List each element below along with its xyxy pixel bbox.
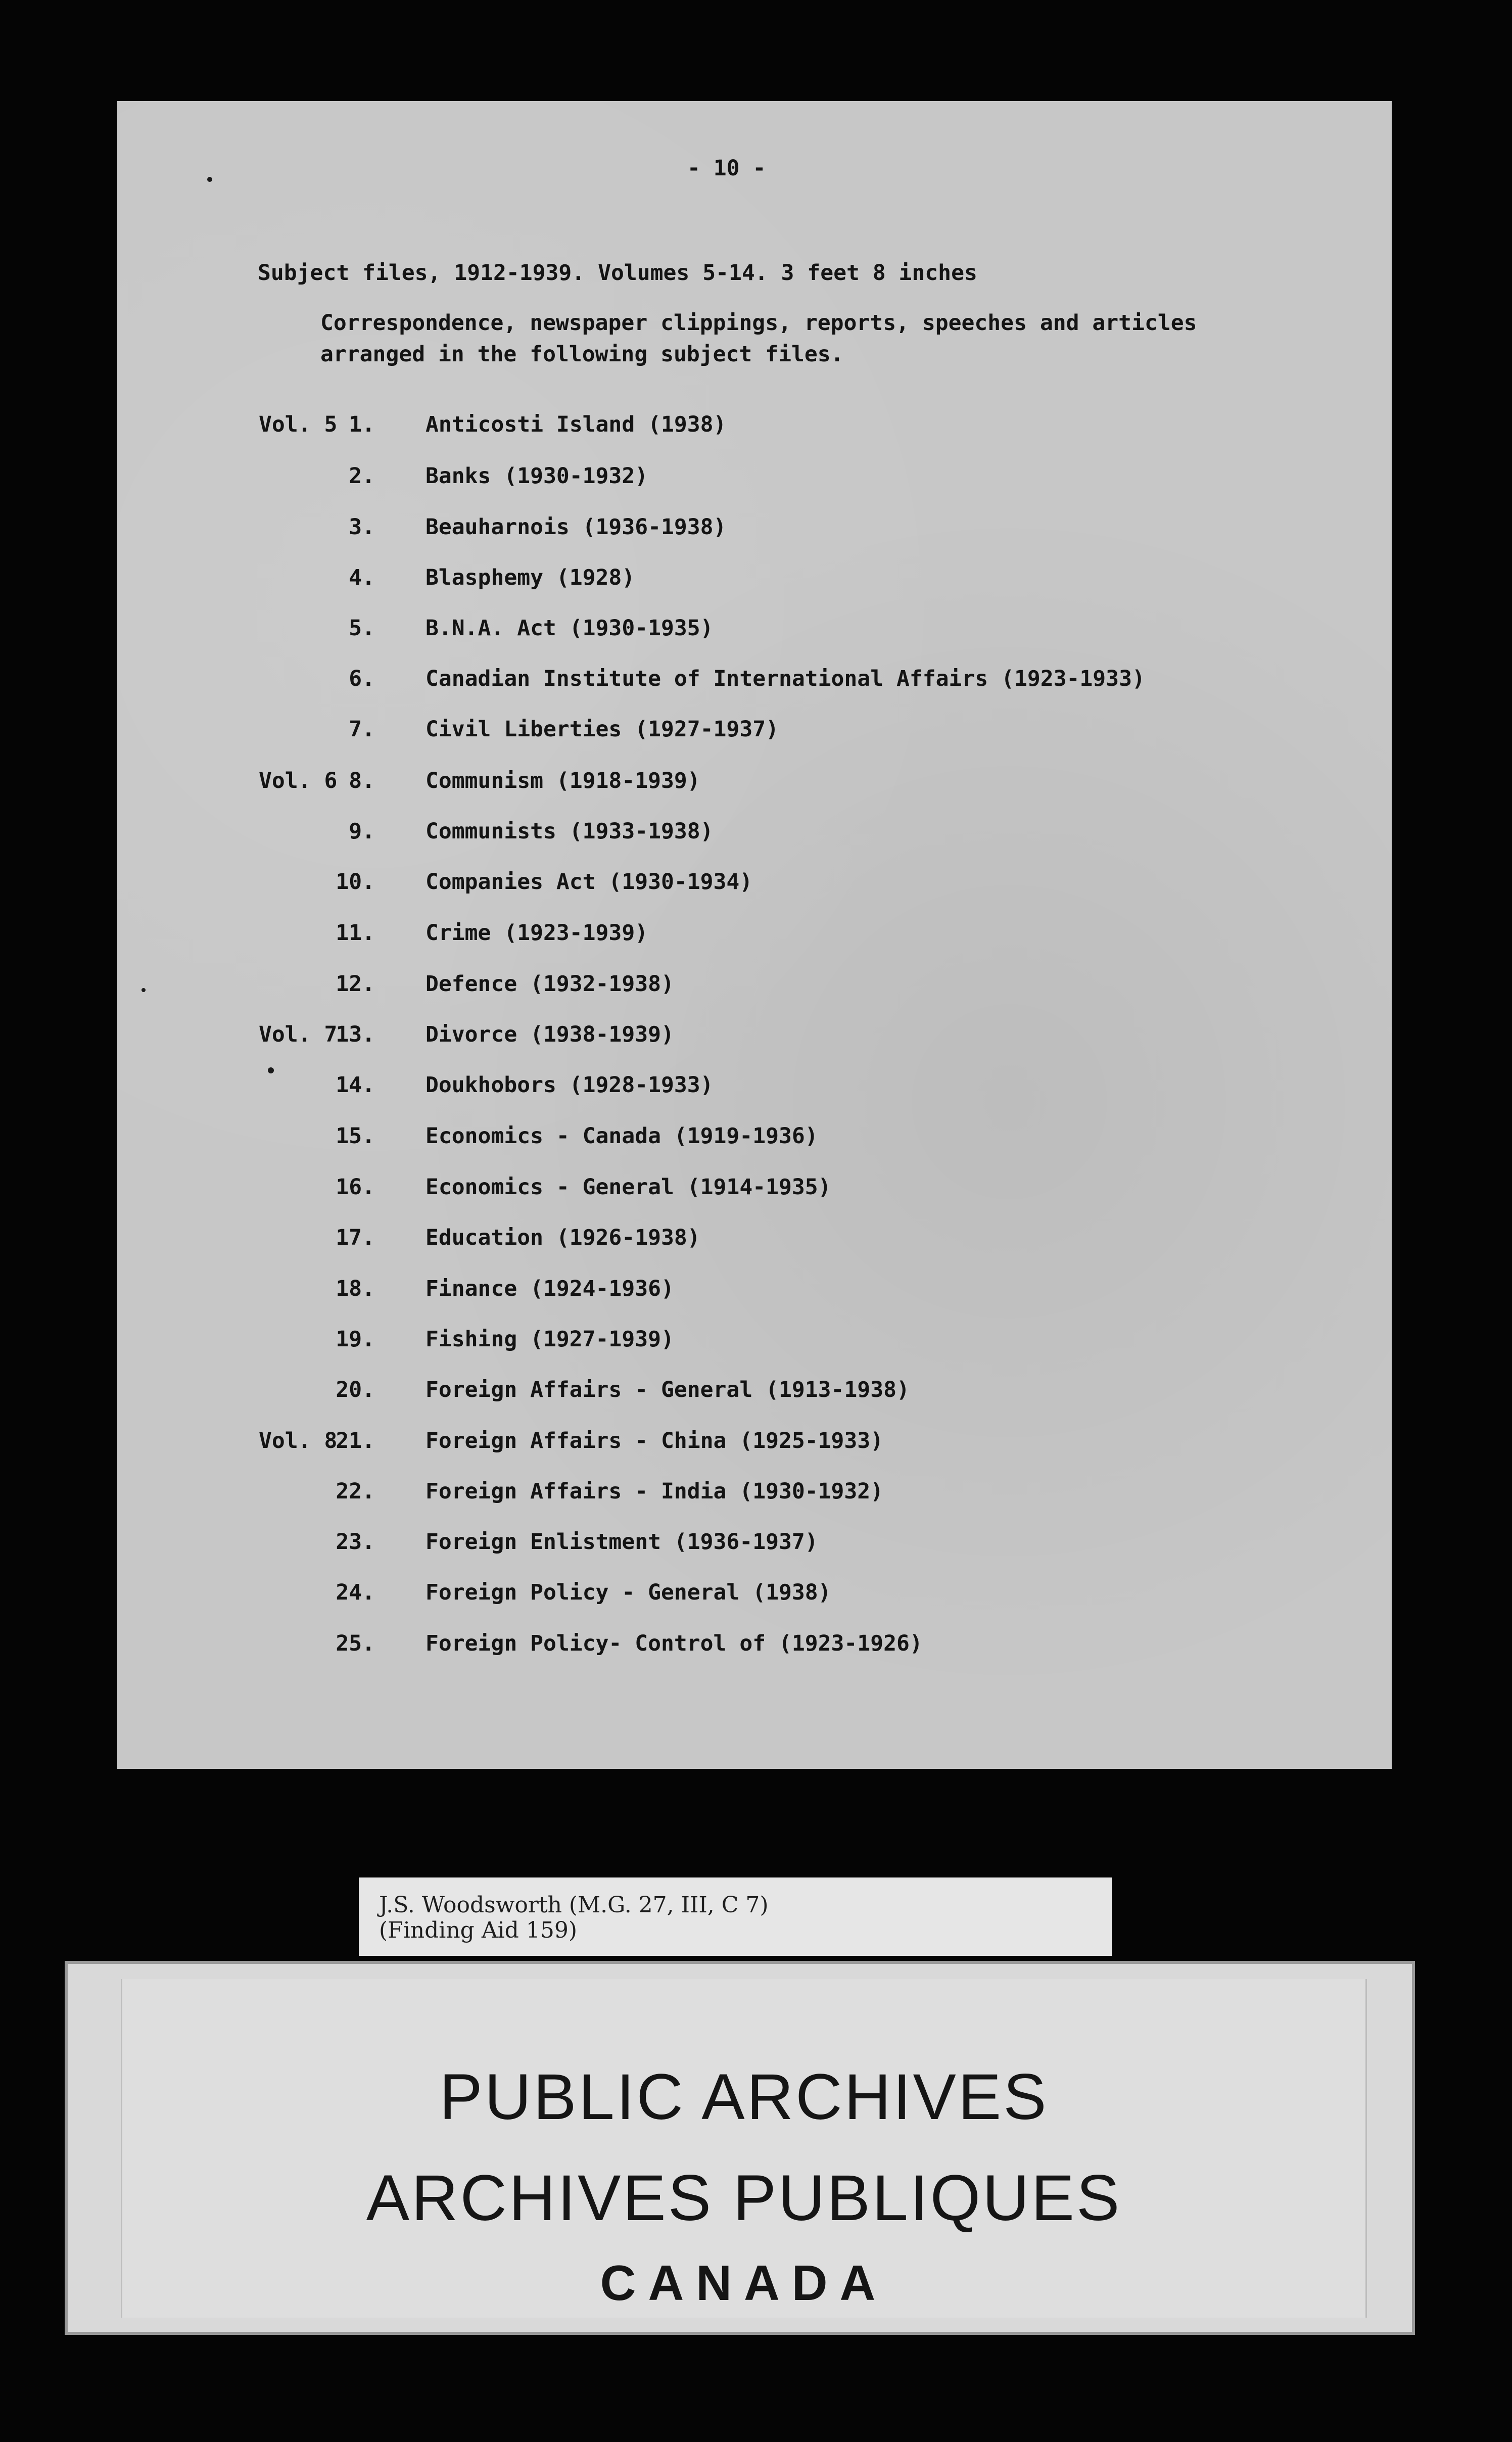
file-title: Crime (1923-1939)	[426, 920, 648, 946]
list-item	[117, 1479, 1330, 1509]
file-title: Blasphemy (1928)	[426, 565, 635, 590]
list-item	[117, 1276, 1330, 1306]
list-item	[117, 1022, 1330, 1052]
volume-label: Vol. 8	[259, 1428, 338, 1453]
volume-label: Vol. 7	[259, 1022, 338, 1047]
file-number: 14.	[336, 1072, 375, 1098]
file-title: Defence (1932-1938)	[426, 971, 674, 997]
file-title: Foreign Affairs - General (1913-1938)	[426, 1377, 910, 1402]
banner-line-archives-publiques: ARCHIVES PUBLIQUES	[366, 2162, 1122, 2234]
description-line-2: arranged in the following subject files.	[320, 342, 844, 367]
list-item	[117, 565, 1330, 595]
file-title: Foreign Policy - General (1938)	[426, 1580, 831, 1605]
file-number: 9.	[349, 819, 375, 844]
file-number: 5.	[349, 616, 375, 641]
file-number: 19.	[336, 1327, 375, 1352]
list-item	[117, 412, 1330, 442]
file-title: Doukhobors (1928-1933)	[426, 1072, 714, 1098]
list-item	[117, 616, 1330, 646]
scan-speck	[268, 1067, 274, 1073]
file-number: 6.	[349, 666, 375, 691]
file-title: Foreign Policy- Control of (1923-1926)	[426, 1631, 923, 1656]
list-item	[117, 819, 1330, 849]
list-item	[117, 1175, 1330, 1205]
file-title: Foreign Affairs - China (1925-1933)	[426, 1428, 884, 1453]
file-number: 7.	[349, 717, 375, 742]
file-number: 22.	[336, 1479, 375, 1504]
file-title: Fishing (1927-1939)	[426, 1327, 674, 1352]
file-title: Education (1926-1938)	[426, 1225, 700, 1250]
scan-speck	[207, 177, 212, 182]
file-number: 23.	[336, 1529, 375, 1555]
file-number: 15.	[336, 1123, 375, 1149]
file-number: 3.	[349, 514, 375, 540]
file-title: Foreign Affairs - India (1930-1932)	[426, 1479, 884, 1504]
list-item	[117, 1123, 1330, 1154]
list-item	[117, 768, 1330, 799]
file-number: 21.	[336, 1428, 375, 1453]
file-title: Foreign Enlistment (1936-1937)	[426, 1529, 818, 1555]
file-title: Companies Act (1930-1934)	[426, 869, 753, 895]
file-number: 10.	[336, 869, 375, 895]
finding-label-line-2: (Finding Aid 159)	[379, 1917, 577, 1943]
file-number: 8.	[349, 768, 375, 793]
subject-heading: Subject files, 1912-1939. Volumes 5-14. 3 feet 8 inches	[258, 260, 977, 286]
list-item	[117, 1225, 1330, 1255]
list-item	[117, 514, 1330, 545]
list-item	[117, 1377, 1330, 1407]
list-item	[117, 1072, 1330, 1103]
list-item	[117, 666, 1330, 696]
file-number: 20.	[336, 1377, 375, 1402]
banner-line-canada: CANADA	[600, 2255, 888, 2311]
file-number: 12.	[336, 971, 375, 997]
file-title: Beauharnois (1936-1938)	[426, 514, 727, 540]
volume-label: Vol. 5	[259, 412, 338, 437]
list-item	[117, 1580, 1330, 1610]
list-item	[117, 971, 1330, 1002]
banner-line-public-archives: PUBLIC ARCHIVES	[439, 2061, 1049, 2133]
file-title: Economics - Canada (1919-1936)	[426, 1123, 818, 1149]
list-item	[117, 1327, 1330, 1357]
file-number: 13.	[336, 1022, 375, 1047]
file-title: Communists (1933-1938)	[426, 819, 714, 844]
archives-banner	[65, 1961, 1415, 2335]
page-number: - 10 -	[687, 156, 766, 181]
finding-label-line-1: J.S. Woodsworth (M.G. 27, III, C 7)	[379, 1892, 769, 1918]
list-item	[117, 463, 1330, 494]
file-title: Finance (1924-1936)	[426, 1276, 674, 1301]
file-number: 2.	[349, 463, 375, 489]
document-page	[117, 101, 1392, 1769]
file-title: Canadian Institute of International Affairs (1923-1933)	[426, 666, 1145, 691]
file-title: Communism (1918-1939)	[426, 768, 700, 793]
scan-speck	[141, 988, 146, 992]
list-item	[117, 1428, 1330, 1459]
file-title: Economics - General (1914-1935)	[426, 1175, 831, 1200]
finding-aid-label	[359, 1877, 1112, 1956]
volume-label: Vol. 6	[259, 768, 338, 793]
file-title: Anticosti Island (1938)	[426, 412, 727, 437]
list-item	[117, 920, 1330, 951]
file-number: 18.	[336, 1276, 375, 1301]
file-title: Divorce (1938-1939)	[426, 1022, 674, 1047]
list-item	[117, 1631, 1330, 1661]
file-title: B.N.A. Act (1930-1935)	[426, 616, 714, 641]
description-line-1: Correspondence, newspaper clippings, reports, speeches and articles	[320, 310, 1197, 336]
list-item	[117, 1529, 1330, 1560]
file-number: 4.	[349, 565, 375, 590]
file-number: 17.	[336, 1225, 375, 1250]
description	[320, 307, 1197, 370]
file-number: 16.	[336, 1175, 375, 1200]
file-number: 11.	[336, 920, 375, 946]
archives-banner-inner	[121, 1979, 1367, 2318]
file-number: 24.	[336, 1580, 375, 1605]
file-title: Banks (1930-1932)	[426, 463, 648, 489]
list-item	[117, 869, 1330, 900]
file-number: 25.	[336, 1631, 375, 1656]
file-title: Civil Liberties (1927-1937)	[426, 717, 779, 742]
list-item	[117, 717, 1330, 747]
file-number: 1.	[349, 412, 375, 437]
